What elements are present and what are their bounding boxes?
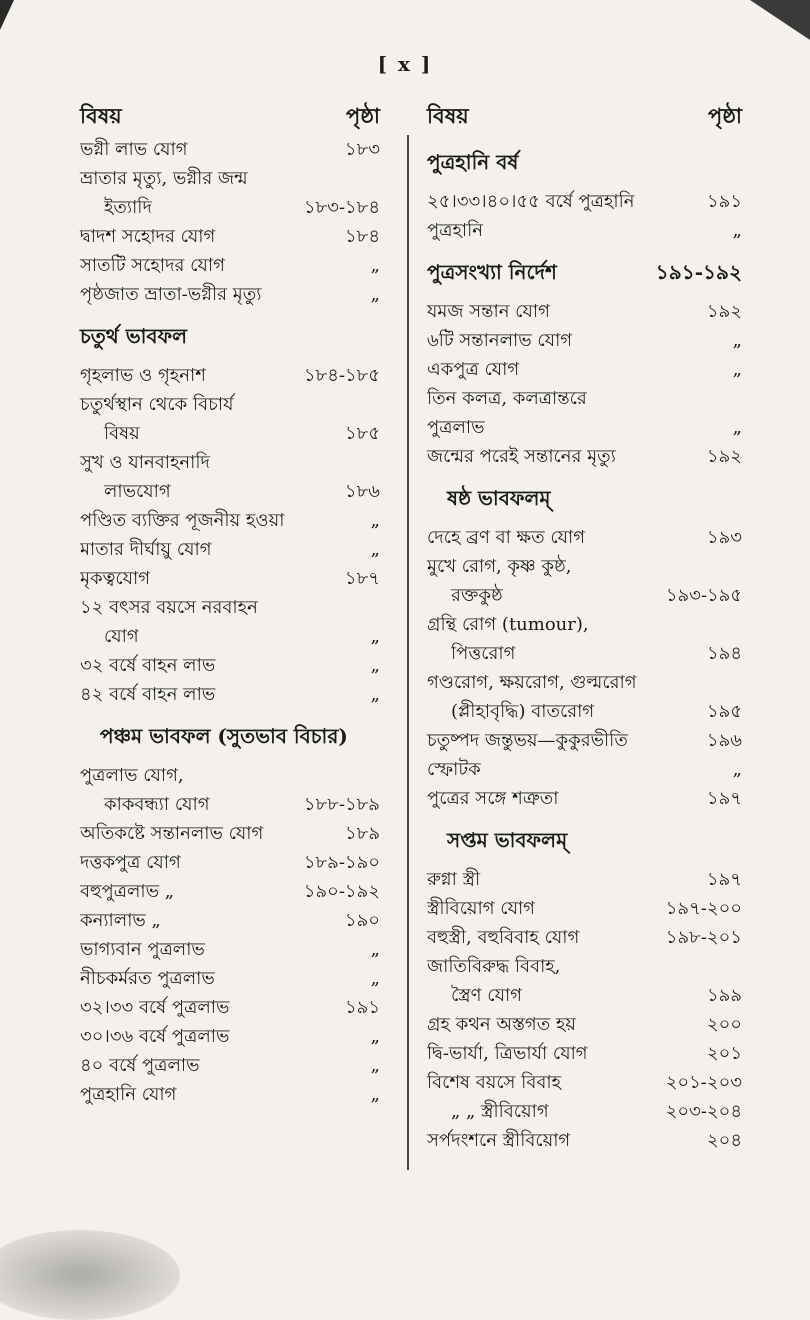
entry-page: ১৮৪ (344, 226, 380, 247)
entry-page: ২০০ (706, 1014, 742, 1035)
entry-text: লাভযোগ (104, 481, 171, 502)
section-heading (80, 321, 380, 351)
entry-page: „ (732, 417, 742, 438)
entry-text: পুত্রহানি যোগ (80, 1084, 177, 1105)
index-entry (80, 506, 380, 535)
entry-page: ১৯৩-১৯৫ (665, 585, 742, 606)
entry-page: ১৮৩-১৮৪ (303, 197, 380, 218)
index-entry (80, 761, 380, 790)
index-entry (80, 993, 380, 1022)
entry-text: যমজ সন্তান যোগ (427, 301, 550, 322)
section-heading (427, 147, 742, 177)
entry-page: ১৮৯-১৯০ (303, 852, 380, 873)
entry-text: পুত্রলাভ যোগ, (80, 765, 184, 786)
entry-page: ১৮৬ (344, 481, 380, 502)
index-entry (80, 593, 380, 622)
entry-text: বহুস্ত্রী, বহুবিবাহ যোগ (427, 927, 580, 948)
entry-text: কন্যালাভ „ (80, 910, 161, 931)
entry-text: পুত্রের সঙ্গে শত্রুতা (427, 788, 559, 809)
section-title: পুত্রহানি বর্ষ (427, 150, 519, 174)
entry-text: গৃহলাভ ও গৃহনাশ (80, 365, 206, 386)
entry-page: „ (370, 939, 380, 960)
entry-text: রুগ্না স্ত্রী (427, 869, 481, 890)
subject-header: বিষয় (80, 103, 122, 128)
index-entry (427, 297, 742, 326)
entry-page: „ (732, 220, 742, 241)
entry-text: পৃষ্ঠজাত ভ্রাতা-ভগ্নীর মৃত্যু (80, 284, 262, 305)
index-entry (427, 894, 742, 923)
entry-text: কাকবন্ধ্যা যোগ (104, 794, 210, 815)
entry-page: „ (370, 684, 380, 705)
entry-page: ১৯৭ (706, 788, 742, 809)
entry-page: „ (370, 510, 380, 531)
index-entry (80, 280, 380, 309)
entry-page: „ (370, 968, 380, 989)
column-divider (407, 135, 409, 1170)
index-entry (80, 935, 380, 964)
entry-text: জন্মের পরেই সন্তানের মৃত্যু (427, 446, 616, 467)
subject-header: বিষয় (427, 103, 469, 128)
index-entry (427, 216, 742, 245)
index-entry (427, 726, 742, 755)
index-entry (80, 251, 380, 280)
index-entry (427, 923, 742, 952)
entry-text: দ্বাদশ সহোদর যোগ (80, 226, 216, 247)
index-entry (427, 697, 742, 726)
entry-page: ১৮৯ (344, 823, 380, 844)
entry-text: গ্রহ কথন অস্তগত হয় (427, 1014, 576, 1035)
page-edge-shadow-top-left (0, 0, 14, 30)
entry-page: ১৯৬ (706, 730, 742, 751)
index-entry (80, 906, 380, 935)
page-header: পৃষ্ঠা (345, 103, 380, 128)
entry-text: চতুর্থস্থান থেকে বিচার্য (80, 394, 234, 415)
entry-text: গণ্ডরোগ, ক্ষয়রোগ, গুল্মরোগ (427, 672, 637, 693)
left-entry-list (80, 135, 380, 1109)
entry-page: „ (732, 759, 742, 780)
entry-text: ১২ বৎসর বয়সে নরবাহন (80, 597, 258, 618)
entry-text: দেহে ব্রণ বা ক্ষত যোগ (427, 527, 586, 548)
entry-page: ২০১-২০৩ (665, 1072, 742, 1093)
entry-page: ১৯১ (344, 997, 380, 1018)
entry-page: ১৯৯ (706, 985, 742, 1006)
entry-text: যোগ (104, 626, 139, 647)
entry-text: পণ্ডিত ব্যক্তির পূজনীয় হওয়া (80, 510, 285, 531)
section-page: ১৯১-১৯২ (655, 260, 742, 284)
index-entry (80, 390, 380, 419)
index-entry (80, 361, 380, 390)
entry-page: „ (732, 359, 742, 380)
index-entry (80, 477, 380, 506)
section-heading (447, 825, 742, 855)
entry-text: ২৫।৩৩।৪০।৫৫ বর্ষে পুত্রহানি (427, 191, 635, 212)
entry-text: স্ত্রৈণ যোগ (451, 985, 522, 1006)
section-title: পঞ্চম ভাবফল (সুতভাব বিচার) (100, 724, 348, 748)
index-entry (80, 819, 380, 848)
index-entry (427, 413, 742, 442)
index-entry (80, 222, 380, 251)
right-entry-list (427, 147, 742, 1155)
left-header (80, 95, 380, 135)
finger-shadow (0, 1230, 180, 1320)
index-entry (80, 1080, 380, 1109)
entry-page: ১৯২ (706, 446, 742, 467)
index-entry (427, 581, 742, 610)
entry-page: „ (370, 284, 380, 305)
entry-text: „ „ স্ত্রীবিয়োগ (451, 1101, 549, 1122)
entry-text: বহুপুত্রলাভ „ (80, 881, 175, 902)
entry-text: নীচকর্মরত পুত্রলাভ (80, 968, 215, 989)
index-entry (427, 784, 742, 813)
index-entry (427, 865, 742, 894)
page-header: পৃষ্ঠা (707, 103, 742, 128)
entry-text: পুত্রলাভ (427, 417, 485, 438)
index-entry (427, 639, 742, 668)
entry-text: একপুত্র যোগ (427, 359, 520, 380)
entry-page: „ (370, 1055, 380, 1076)
entry-text: ভাগ্যবান পুত্রলাভ (80, 939, 205, 960)
entry-text: জাতিবিরুদ্ধ বিবাহ, (427, 956, 561, 977)
index-entry (427, 384, 742, 413)
entry-text: বিশেষ বয়সে বিবাহ (427, 1072, 562, 1093)
entry-text: অতিকষ্টে সন্তানলাভ যোগ (80, 823, 264, 844)
index-entry (427, 1068, 742, 1097)
index-entry (427, 1097, 742, 1126)
entry-page: „ (732, 330, 742, 351)
entry-page: ১৮৪-১৮৫ (303, 365, 380, 386)
index-entry (80, 419, 380, 448)
page-number: [ x ] (377, 52, 433, 76)
entry-text: পুত্রহানি (427, 220, 484, 241)
entry-page: „ (370, 626, 380, 647)
index-entry (427, 552, 742, 581)
index-entry (427, 442, 742, 471)
entry-text: গ্রন্থি রোগ (tumour), (427, 614, 589, 635)
index-entry (427, 668, 742, 697)
entry-page: „ (370, 1084, 380, 1105)
index-entry (427, 355, 742, 384)
entry-text: ৪০ বর্ষে পুত্রলাভ (80, 1055, 200, 1076)
index-entry (427, 187, 742, 216)
index-entry (80, 193, 380, 222)
index-entry (80, 790, 380, 819)
index-entry (80, 848, 380, 877)
entry-text: পিত্তরোগ (451, 643, 516, 664)
entry-text: সাতটি সহোদর যোগ (80, 255, 225, 276)
section-title: চতুর্থ ভাবফল (80, 324, 188, 348)
entry-page: ১৯৫ (706, 701, 742, 722)
entry-text: তিন কলত্র, কলত্রান্তরে (427, 388, 587, 409)
index-entry (427, 523, 742, 552)
index-entry (80, 135, 380, 164)
index-entry (80, 622, 380, 651)
entry-text: ৩২ বর্ষে বাহন লাভ (80, 655, 216, 676)
entry-page: ১৯৪ (706, 643, 742, 664)
index-entry (80, 964, 380, 993)
index-entry (427, 952, 742, 981)
entry-text: দ্বি-ভার্যা, ত্রিভার্যা যোগ (427, 1043, 588, 1064)
entry-text: ভগ্নী লাভ যোগ (80, 139, 188, 160)
entry-page: ২০১ (706, 1043, 742, 1064)
entry-page: ১৮৫ (344, 423, 380, 444)
section-title: ষষ্ঠ ভাবফলম্ (447, 486, 551, 510)
page-edge-shadow-top-right (750, 0, 810, 40)
section-title: পুত্রসংখ্যা নির্দেশ (427, 260, 557, 284)
entry-text: মৃকত্বযোগ (80, 568, 151, 589)
entry-text: ভ্রাতার মৃত্যু, ভগ্নীর জন্ম (80, 168, 248, 189)
index-entry (80, 1022, 380, 1051)
entry-page: „ (370, 655, 380, 676)
entry-page: „ (370, 539, 380, 560)
index-entry (80, 448, 380, 477)
index-entry (80, 564, 380, 593)
entry-text: মাতার দীর্ঘায়ু যোগ (80, 539, 212, 560)
index-entry (80, 164, 380, 193)
entry-page: ১৯৭-২০০ (665, 898, 742, 919)
entry-page: „ (370, 255, 380, 276)
section-heading (447, 483, 742, 513)
entry-text: বিষয় (104, 423, 140, 444)
index-entry (80, 877, 380, 906)
entry-page: ১৯১ (706, 191, 742, 212)
entry-text: দত্তকপুত্র যোগ (80, 852, 181, 873)
entry-text: সুখ ও যানবাহনাদি (80, 452, 210, 473)
entry-text: স্ফোটক (427, 759, 481, 780)
index-entry (427, 1039, 742, 1068)
index-entry (80, 651, 380, 680)
index-entry (427, 1010, 742, 1039)
entry-page: ১৮৩ (344, 139, 380, 160)
entry-page: ১৯৭ (706, 869, 742, 890)
index-entry (80, 1051, 380, 1080)
entry-text: রক্তকুষ্ঠ (451, 585, 503, 606)
entry-text: ৩০।৩৬ বর্ষে পুত্রলাভ (80, 1026, 230, 1047)
entry-page: ১৮৮-১৮৯ (303, 794, 380, 815)
index-entry (80, 680, 380, 709)
entry-text: চতুষ্পদ জন্তুভয়—কুকুরভীতি (427, 730, 628, 751)
entry-page: ১৯৩ (706, 527, 742, 548)
section-heading (100, 721, 380, 751)
entry-page: „ (370, 1026, 380, 1047)
entry-text: সর্পদংশনে স্ত্রীবিয়োগ (427, 1130, 571, 1151)
entry-page: ২০৩-২০৪ (665, 1101, 742, 1122)
entry-page: ১৯০ (344, 910, 380, 931)
entry-text: ইত্যাদি (104, 197, 152, 218)
entry-text: মুখে রোগ, কৃষ্ণ কুষ্ঠ, (427, 556, 572, 577)
index-entry (427, 755, 742, 784)
section-heading (427, 257, 742, 287)
index-entry (427, 1126, 742, 1155)
entry-text: স্ত্রীবিয়োগ যোগ (427, 898, 535, 919)
section-title: সপ্তম ভাবফলম্ (447, 828, 568, 852)
left-column (80, 95, 380, 1109)
entry-page: ২০৪ (706, 1130, 742, 1151)
entry-text: ৩২।৩৩ বর্ষে পুত্রলাভ (80, 997, 230, 1018)
entry-text: (প্লীহাবৃদ্ধি) বাতরোগ (451, 701, 595, 722)
entry-text: ৬টি সন্তানলাভ যোগ (427, 330, 573, 351)
index-entry (427, 610, 742, 639)
entry-page: ১৮৭ (344, 568, 380, 589)
index-entry (427, 326, 742, 355)
entry-page: ১৯৮-২০১ (665, 927, 742, 948)
right-column (427, 95, 742, 1155)
entry-page: ১৯২ (706, 301, 742, 322)
right-header (427, 95, 742, 135)
entry-page: ১৯০-১৯২ (303, 881, 380, 902)
index-entry (427, 981, 742, 1010)
index-entry (80, 535, 380, 564)
entry-text: ৪২ বর্ষে বাহন লাভ (80, 684, 216, 705)
